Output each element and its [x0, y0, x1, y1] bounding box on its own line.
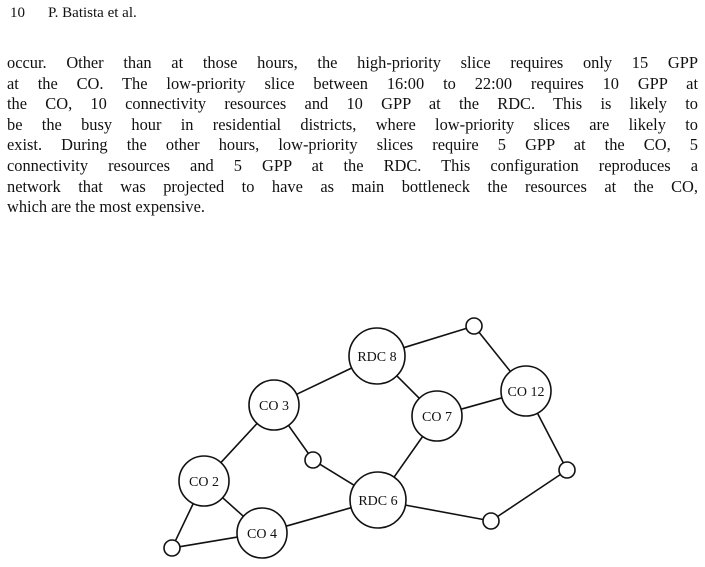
- node-n_top: [466, 318, 482, 334]
- edge-rdc8-co3: [297, 368, 352, 394]
- edge-rdc8-n_top: [404, 328, 467, 347]
- paragraph-line: be the busy hour in residential districts, where low-priority slices are likely to: [7, 114, 698, 134]
- edge-rdc8-co7: [397, 376, 420, 399]
- node-label-rdc8: RDC 8: [357, 350, 397, 365]
- node-label-co3: CO 3: [259, 399, 289, 414]
- node-label-co4: CO 4: [247, 527, 277, 542]
- edge-co3-co2: [221, 423, 257, 462]
- edge-n_bottomleft-co4: [180, 537, 237, 547]
- page-number: 10: [10, 5, 25, 21]
- running-head-authors: P. Batista et al.: [48, 5, 137, 21]
- paragraph-line: connectivity resources and 5 GPP at the RDC. This configuration reproduces a: [7, 155, 698, 175]
- edge-n_bottomright-rdc6: [406, 505, 484, 519]
- edge-n_right-n_bottomright: [498, 475, 561, 517]
- node-n_mid: [305, 452, 321, 468]
- edge-co7-rdc6: [394, 437, 423, 478]
- edge-co7-co12: [461, 398, 502, 409]
- node-label-co2: CO 2: [189, 475, 219, 490]
- paragraph-line: the CO, 10 connectivity resources and 10 GPP at the RDC. This is likely to: [7, 94, 698, 114]
- paragraph-line: at the CO. The low-priority slice between 16:00 to 22:00 requires 10 GPP at: [7, 73, 698, 93]
- node-label-co12: CO 12: [507, 385, 545, 400]
- edge-n_mid-rdc6: [320, 464, 354, 485]
- edge-co12-n_right: [538, 413, 564, 463]
- edge-co4-rdc6: [286, 508, 351, 527]
- edge-co3-n_mid: [289, 425, 309, 453]
- edge-co2-co4: [223, 498, 244, 517]
- node-n_bottomright: [483, 513, 499, 529]
- paragraph-line: occur. Other than at those hours, the high-priority slice requires only 15 GPP: [7, 53, 698, 72]
- node-label-co7: CO 7: [422, 410, 452, 425]
- edge-co2-n_bottomleft: [175, 504, 193, 541]
- edge-n_top-co12: [479, 332, 510, 371]
- paragraph-line: network that was projected to have as main bottleneck the resources at the CO,: [7, 176, 698, 196]
- paragraph-line: which are the most expensive.: [7, 197, 205, 217]
- node-label-rdc6: RDC 6: [358, 494, 398, 509]
- node-n_bottomleft: [164, 540, 180, 556]
- nodes-layer: [164, 318, 575, 558]
- node-n_right: [559, 462, 575, 478]
- paragraph-line: exist. During the other hours, low-priority slices require 5 GPP at the CO, 5: [7, 135, 698, 155]
